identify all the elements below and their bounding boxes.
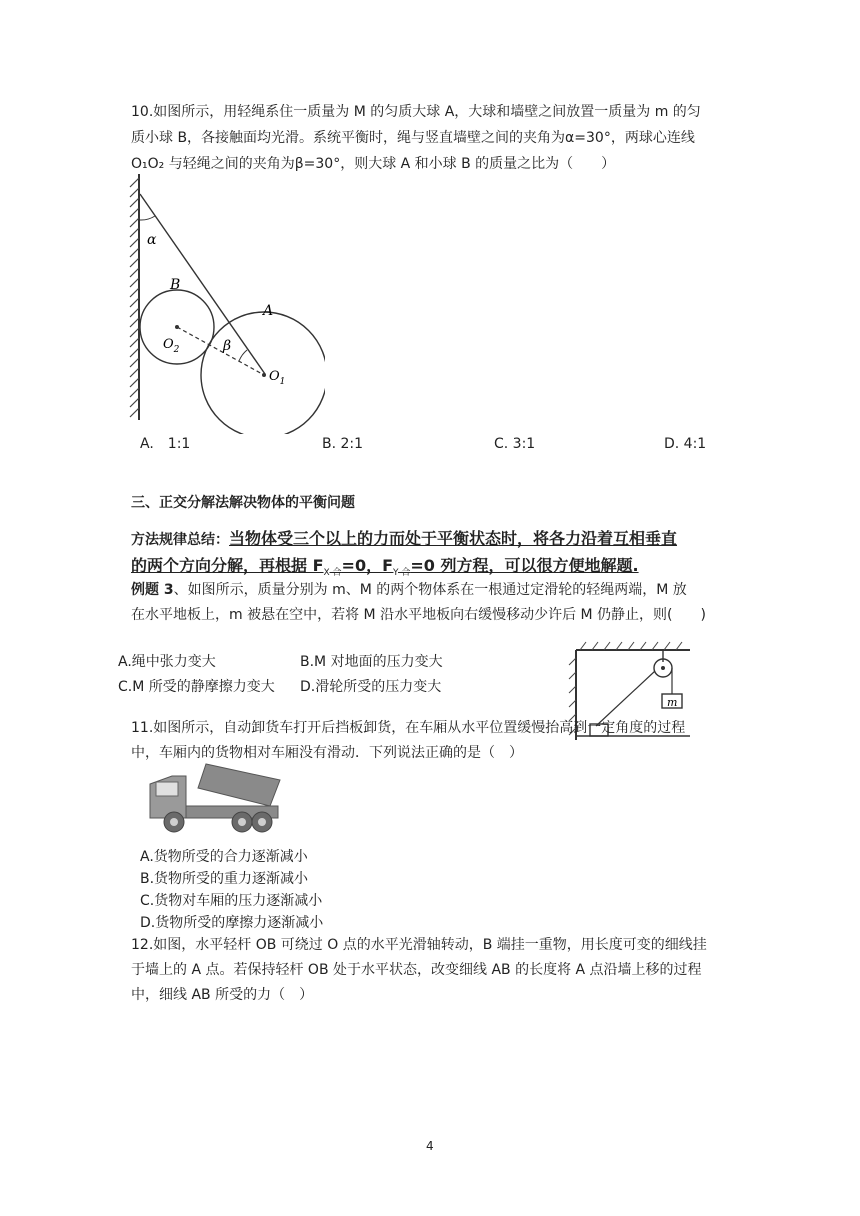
ball-b-label: B [170,277,181,293]
q11-line-1: 11.如图所示，自动卸货车打开后挡板卸货，在车厢从水平位置缓慢抬高到一定角度的过程 [131,720,686,736]
method-label: 方法规律总结： [131,532,229,548]
example3-line-2: 在水平地板上，m 被悬在空中，若将 M 沿水平地板向右缓慢移动少许后 M 仍静止，则( ) [131,607,706,623]
q11-option-c: C.货物对车厢的压力逐渐减小 [140,893,323,909]
q10-option-b: B. 2:1 [322,436,364,452]
example3-option-d: D.滑轮所受的压力变大 [300,679,442,695]
q10-line-1: 10.如图所示，用轻绳系住一质量为 M 的匀质大球 A，大球和墙壁之间放置一质量为 m 的匀 [131,104,701,120]
section-heading: 三、正交分解法解决物体的平衡问题 [131,495,355,511]
q10-option-c: C. 3:1 [494,436,536,452]
beta-arc [239,350,247,361]
q11-option-d: D.货物所受的摩擦力逐渐减小 [140,915,324,931]
o1o2-dashed-line [177,327,264,375]
q10-line-2: 质小球 B，各接触面均光滑。系统平衡时，绳与竖直墙壁之间的夹角为α=30°，两球心连线 [131,130,695,146]
beta-label: β [223,338,232,354]
q10-line-3: O₁O₂ 与轻绳之间的夹角为β=30°，则大球 A 和小球 B 的质量之比为（ ） [131,156,616,172]
block-m-label: m [667,696,678,709]
example3-option-a: A.绳中张力变大 [118,654,216,670]
q12-line-2: 于墙上的 A 点。若保持轻杆 OB 处于水平状态，改变细线 AB 的长度将 A 点沿墙上移的过程 [131,962,702,978]
ball-a [201,312,325,434]
o1-label: $O_1$ [269,369,286,387]
q11-line-2: 中，车厢内的货物相对车厢没有滑动．下列说法正确的是（ ） [131,745,523,761]
alpha-arc [140,216,155,220]
q10-option-d: D. 4:1 [664,436,707,452]
example3-line-1: 例题 3、如图所示，质量分别为 m、M 的两个物体系在一根通过定滑轮的轻绳两端，M 放 [131,582,687,598]
page-number: 4 [426,1139,434,1153]
wall-hatch [130,178,139,417]
example3-label: 例题 3 [131,582,174,598]
cab-window [156,782,178,796]
q10-figure [125,172,325,434]
truck-bed [198,764,280,806]
q11-option-b: B.货物所受的重力逐渐减小 [140,871,309,887]
method-text-1: 当物体受三个以上的力而处于平衡状态时，将各力沿着互相垂直 [229,529,678,548]
example3-option-b: B.M 对地面的压力变大 [300,654,443,670]
q11-option-a: A.货物所受的合力逐渐减小 [140,849,308,865]
ball-a-label: A [263,303,274,319]
rope-line [140,194,265,374]
q12-line-3: 中，细线 AB 所受的力（ ） [131,987,314,1003]
example3-option-c: C.M 所受的静摩擦力变大 [118,679,275,695]
alpha-label: α [147,232,157,248]
method-summary-line-2: 的两个方向分解，再根据 $F_{X 合}=0$，$F_{Y 合}=0$ 列方程，可以很方便地解题. [131,556,639,579]
o2-label: $O_2$ [163,337,180,355]
q10-option-a: A. 1:1 [140,436,191,452]
dump-truck-figure [146,762,284,836]
q12-line-1: 12.如图，水平轻杆 OB 可绕过 O 点的水平光滑轴转动，B 端挂一重物，用长度可变的细线挂 [131,937,707,953]
method-summary-line-1 [131,525,677,554]
